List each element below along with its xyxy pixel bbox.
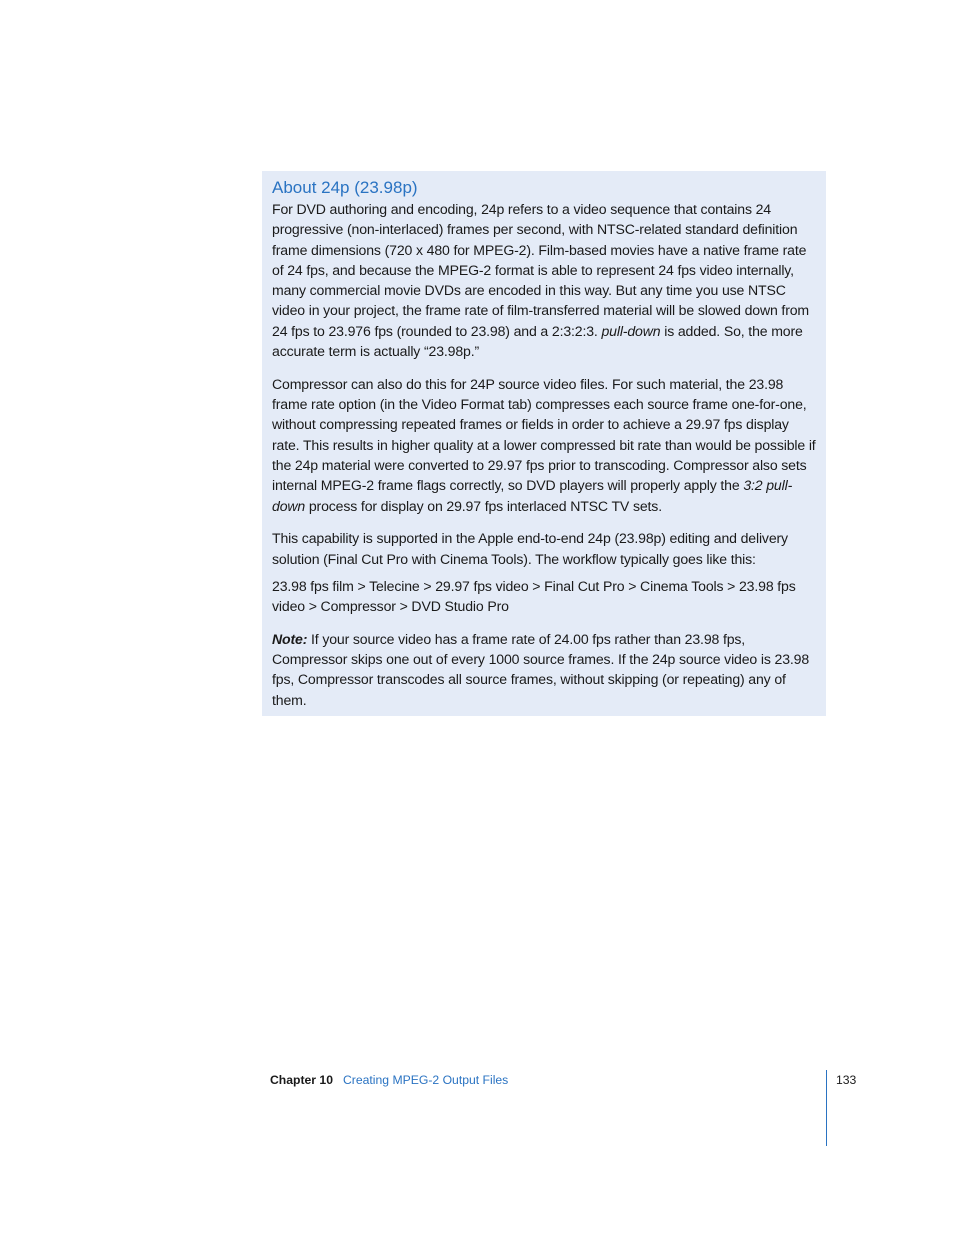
paragraph-compressor-24p: Compressor can also do this for 24P source video files. For such material, the 23.98 frame rate option (in the Video Format tab) compresses each source frame one-for-one, without compressing repeated frames or fields in order to achieve a 29.97 fps display rate. This results in higher quality at a lower compressed bit rate than would be possible if the 24p material were converted to 29.97 fps prior to transcoding. Compressor also sets internal MPEG-2 frame flags correctly, so DVD players will properly apply the 3:2 pull-down process for display on 29.97 fps interlaced NTSC TV sets. bbox=[272, 375, 816, 514]
note-paragraph: Note: If your source video has a frame rate of 24.00 fps rather than 23.98 fps, Compressor skips one out of every 1000 source frames. If the 24p source video is 23.98 fps, Compressor transcodes all source frames, without skipping (or repeating) any of them. bbox=[272, 630, 810, 708]
footer-chapter: Chapter 10 bbox=[270, 1073, 333, 1087]
page-number: 133 bbox=[836, 1073, 857, 1087]
pull-down-term: pull-down bbox=[601, 322, 661, 339]
paragraph-24p-definition: For DVD authoring and encoding, 24p refers to a video sequence that contains 24 progressive (non-interlaced) frames per second, with NTSC-related standard definition frame dimensions (720 x 480 for MPEG-2). Film-based movies have a native frame rate of 24 fps, and because the MPEG-2 format is able to represent 24 fps video internally, many commercial movie DVDs are encoded in this way. But any time you use NTSC video in your project, the frame rate of film-transferred material will be slowed down from 24 fps to 23.976 fps (rounded to 23.98) and a 2:3:2:3. pull-down is added. So, the more accurate term is actually “23.98p.” bbox=[272, 201, 810, 360]
sidebar-title: About 24p (23.98p) bbox=[272, 178, 418, 197]
footer-divider bbox=[826, 1070, 827, 1146]
note-label: Note: bbox=[272, 630, 308, 647]
three-two-pull-down-term: 3:2 pull-down bbox=[272, 477, 793, 514]
paragraph-workflow: 23.98 fps film > Telecine > 29.97 fps video > Final Cut Pro > Cinema Tools > 23.98 fps video > Compressor > DVD Studio Pro bbox=[272, 577, 796, 614]
footer-chapter-title: Creating MPEG-2 Output Files bbox=[343, 1073, 509, 1087]
about-24p-sidebar bbox=[262, 171, 826, 716]
paragraph-capability: This capability is supported in the Apple end-to-end 24p (23.98p) editing and delivery solution (Final Cut Pro with Cinema Tools). The workflow typically goes like this: bbox=[272, 530, 788, 567]
page-footer bbox=[270, 1072, 508, 1088]
